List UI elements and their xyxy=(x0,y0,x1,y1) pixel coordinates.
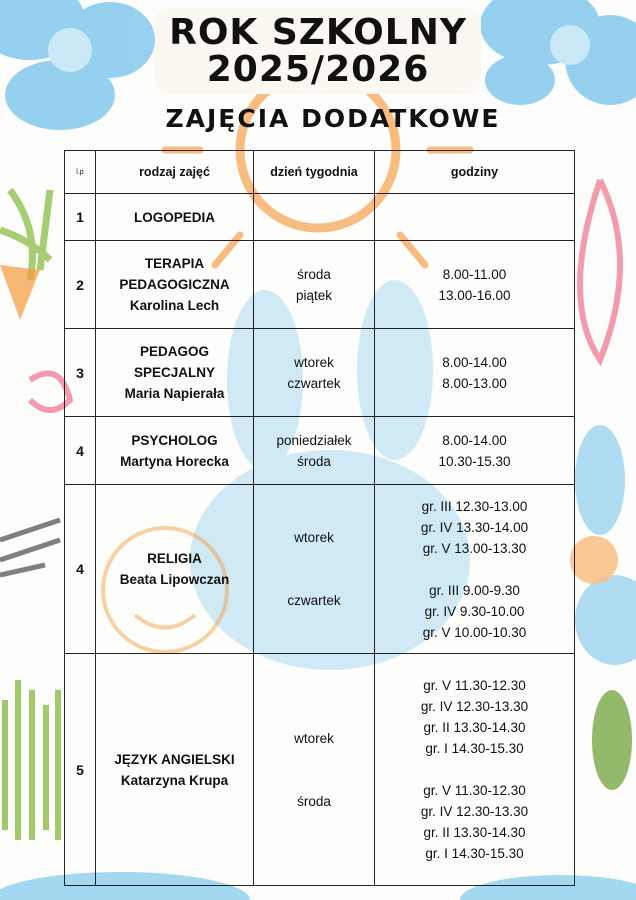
row-hours xyxy=(375,194,575,241)
row-days: wtorek czwartek xyxy=(254,485,375,654)
row-hours: gr. III 12.30-13.00 gr. IV 13.30-14.00 gr. V 13.00-13.30 gr. III 9.00-9.30 gr. IV 9.30-10.00 gr. V 10.00-10.30 xyxy=(375,485,575,654)
subtitle: ZAJĘCIA DODATKOWE xyxy=(165,104,501,133)
table-row xyxy=(65,417,575,485)
title-line-2: 2025/2026 xyxy=(206,49,430,90)
row-lp: 4 xyxy=(65,417,96,485)
row-days: wtorek środa xyxy=(254,654,375,886)
row-name: PEDAGOG SPECJALNY Maria Napierała xyxy=(96,329,254,417)
table-row xyxy=(65,241,575,329)
green-leaf-right xyxy=(592,690,632,790)
row-name: JĘZYK ANGIELSKI Katarzyna Krupa xyxy=(96,654,254,886)
table-row xyxy=(65,194,575,241)
green-grass-left xyxy=(5,680,58,840)
row-hours: 8.00-11.00 13.00-16.00 xyxy=(375,241,575,329)
table-header-row xyxy=(65,151,575,194)
row-hours: gr. V 11.30-12.30 gr. IV 12.30-13.30 gr. II 13.30-14.30 gr. I 14.30-15.30 gr. V 11.30-12.30 gr. IV 12.30-13.30 gr. II 13.30-14.30 gr. I 14.30-15.30 xyxy=(375,654,575,886)
table-row xyxy=(65,654,575,886)
table-row xyxy=(65,485,575,654)
row-lp: 2 xyxy=(65,241,96,329)
row-name: LOGOPEDIA xyxy=(96,194,254,241)
orange-carrot xyxy=(0,265,40,320)
table-row xyxy=(65,329,575,417)
blue-flower-right xyxy=(570,425,636,665)
row-lp: 3 xyxy=(65,329,96,417)
header-lp: l.p xyxy=(65,151,96,194)
gray-stick-drawing xyxy=(0,520,60,575)
header-type: rodzaj zajęć xyxy=(96,151,254,194)
row-name: TERAPIA PEDAGOGICZNA Karolina Lech xyxy=(96,241,254,329)
blue-flower-top-right xyxy=(480,0,636,105)
row-days: wtorek czwartek xyxy=(254,329,375,417)
row-hours: 8.00-14.00 10.30-15.30 xyxy=(375,417,575,485)
blue-flower-top-left xyxy=(0,0,155,130)
schedule-table xyxy=(64,150,575,886)
row-lp: 4 xyxy=(65,485,96,654)
row-days xyxy=(254,194,375,241)
row-name: RELIGIA Beata Lipowczan xyxy=(96,485,254,654)
header-day: dzień tygodnia xyxy=(254,151,375,194)
row-lp: 5 xyxy=(65,654,96,886)
row-hours: 8.00-14.00 8.00-13.00 xyxy=(375,329,575,417)
title-line-1: ROK SZKOLNY xyxy=(169,12,467,53)
header-hours: godziny xyxy=(375,151,575,194)
row-days: środa piątek xyxy=(254,241,375,329)
row-days: poniedziałek środa xyxy=(254,417,375,485)
row-lp: 1 xyxy=(65,194,96,241)
row-name: PSYCHOLOG Martyna Horecka xyxy=(96,417,254,485)
page-title xyxy=(155,14,481,88)
